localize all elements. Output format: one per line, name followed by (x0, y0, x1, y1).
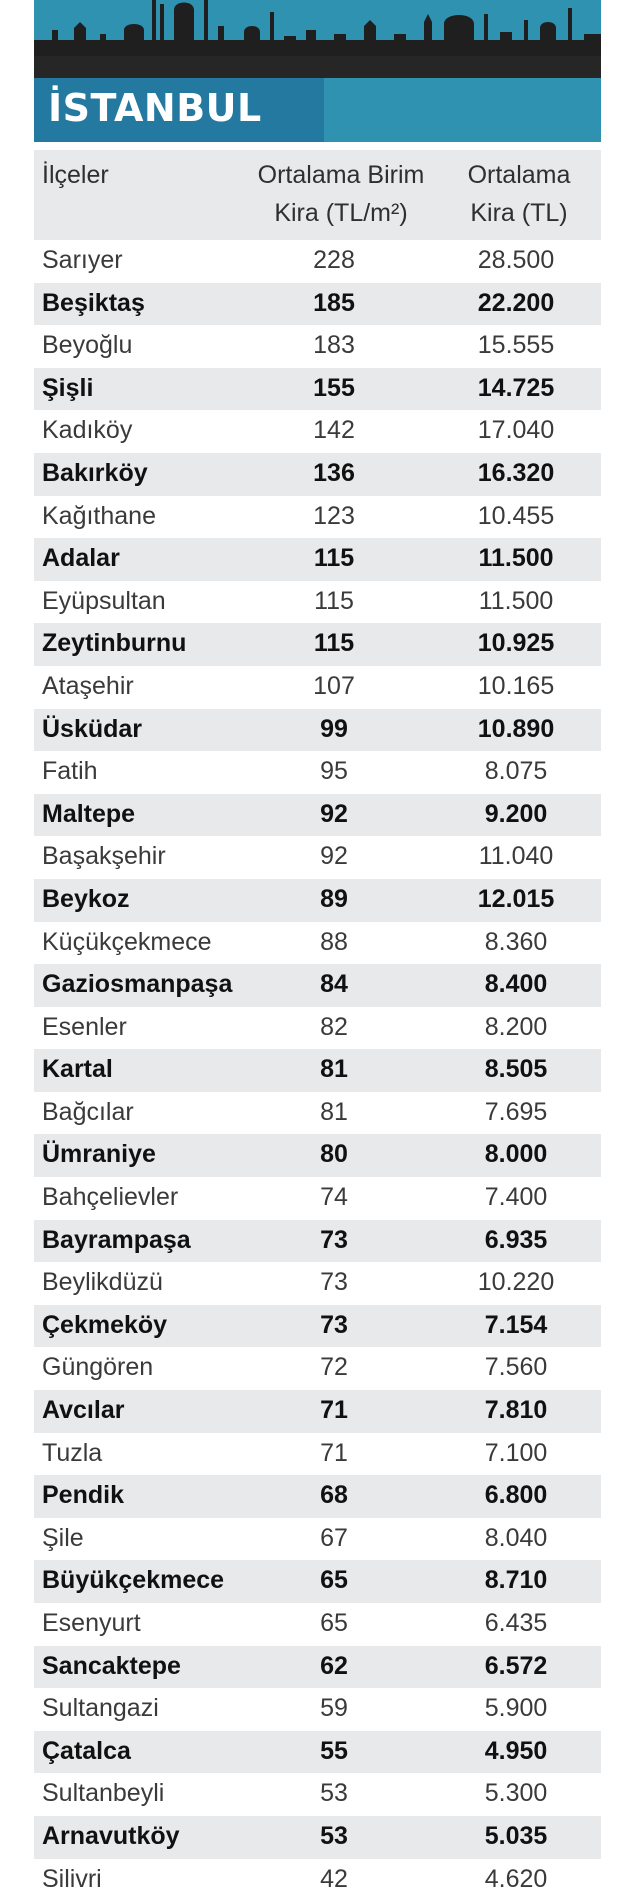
table-row (34, 709, 601, 752)
average-rent-cell: 10.455 (477, 501, 555, 530)
table-row (34, 538, 601, 581)
average-rent-cell: 17.040 (477, 416, 555, 445)
district-name-cell: Gaziosmanpaşa (42, 970, 233, 999)
unit-rent-cell: 42 (320, 1864, 348, 1893)
table-row (34, 1049, 601, 1092)
unit-rent-cell: 115 (313, 544, 355, 573)
average-rent-cell: 6.572 (484, 1651, 548, 1680)
district-name-cell: Adalar (42, 544, 120, 573)
district-name-cell: Esenler (42, 1012, 127, 1041)
average-rent-cell: 8.710 (484, 1566, 548, 1595)
table-row (34, 1177, 601, 1220)
average-rent-cell: 7.100 (484, 1438, 548, 1467)
table-row (34, 964, 601, 1007)
table-row (34, 1773, 601, 1816)
istanbul-skyline-illustration (34, 0, 601, 78)
unit-rent-cell: 72 (320, 1353, 348, 1382)
district-name-cell: Tuzla (42, 1438, 103, 1467)
rent-infographic (34, 0, 601, 1893)
page-title: İSTANBUL (48, 86, 262, 130)
unit-rent-cell: 107 (313, 671, 355, 700)
district-name-cell: Avcılar (42, 1396, 125, 1425)
average-rent-cell: 7.695 (484, 1097, 548, 1126)
district-name-cell: Kağıthane (42, 501, 156, 530)
district-name-cell: Ümraniye (42, 1140, 156, 1169)
table-row (34, 879, 601, 922)
unit-rent-cell: 65 (320, 1609, 348, 1637)
unit-rent-cell: 81 (320, 1097, 348, 1126)
average-rent-cell: 8.400 (484, 970, 548, 999)
unit-rent-cell: 53 (320, 1821, 348, 1850)
district-name-cell: Sarıyer (42, 246, 123, 274)
district-name-cell: Bağcılar (42, 1097, 134, 1126)
average-rent-cell: 9.200 (484, 799, 548, 828)
table-row (34, 368, 601, 411)
unit-rent-cell: 92 (320, 799, 348, 828)
average-rent-cell: 7.810 (484, 1396, 548, 1425)
district-name-cell: Sultanbeyli (42, 1779, 165, 1808)
district-name-cell: Esenyurt (42, 1609, 141, 1637)
average-rent-cell: 10.925 (477, 629, 555, 658)
district-name-cell: Pendik (42, 1481, 124, 1510)
table-row (34, 581, 601, 624)
table-row (34, 1816, 601, 1859)
table-row (34, 623, 601, 666)
unit-rent-cell: 62 (320, 1651, 348, 1680)
district-name-cell: Çekmeköy (42, 1310, 168, 1339)
average-rent-cell: 8.505 (484, 1055, 548, 1084)
column-header-average-rent-line2: Kira (TL) (470, 199, 568, 227)
column-header-unit-rent-line2: Kira (TL/m²) (274, 199, 408, 227)
unit-rent-cell: 99 (320, 714, 348, 743)
unit-rent-cell: 88 (320, 927, 348, 956)
table-row (34, 283, 601, 326)
average-rent-cell: 7.560 (484, 1353, 548, 1382)
column-header-district (42, 156, 109, 194)
table-row (34, 1092, 601, 1135)
average-rent-cell: 11.500 (478, 586, 554, 615)
skyline-silhouette-icon (34, 0, 601, 78)
unit-rent-cell: 80 (320, 1140, 348, 1169)
district-name-cell: Şile (42, 1523, 84, 1552)
unit-rent-cell: 65 (320, 1566, 348, 1595)
unit-rent-cell: 67 (320, 1523, 348, 1552)
average-rent-cell: 10.220 (477, 1268, 555, 1297)
unit-rent-cell: 55 (320, 1736, 348, 1765)
unit-rent-cell: 123 (313, 501, 355, 530)
unit-rent-cell: 183 (313, 331, 355, 360)
district-name-cell: Sultangazi (42, 1694, 159, 1723)
average-rent-cell: 8.000 (484, 1140, 548, 1169)
unit-rent-cell: 89 (320, 884, 348, 913)
district-name-cell: Silivri (42, 1864, 102, 1893)
title-band (34, 78, 601, 142)
column-header-unit-rent-line1: Ortalama Birim (257, 161, 425, 189)
table-row (34, 240, 601, 283)
average-rent-cell: 7.400 (484, 1183, 548, 1212)
table-row (34, 453, 601, 496)
average-rent-cell: 5.900 (484, 1694, 548, 1723)
table-row (34, 1603, 601, 1646)
average-rent-cell: 10.890 (477, 714, 555, 743)
table-row (34, 666, 601, 709)
average-rent-cell: 22.200 (477, 288, 555, 317)
average-rent-cell: 10.165 (477, 671, 555, 700)
district-name-cell: Büyükçekmece (42, 1566, 225, 1595)
table-body (34, 240, 601, 1901)
table-row (34, 1646, 601, 1689)
average-rent-cell: 6.435 (484, 1609, 548, 1637)
average-rent-cell: 15.555 (477, 331, 555, 360)
district-name-cell: Beyoğlu (42, 331, 133, 360)
average-rent-cell: 14.725 (477, 373, 555, 402)
unit-rent-cell: 155 (313, 373, 355, 402)
unit-rent-cell: 71 (320, 1438, 348, 1467)
district-name-cell: Zeytinburnu (42, 629, 187, 658)
district-name-cell: Bahçelievler (42, 1183, 179, 1212)
table-row (34, 1433, 601, 1476)
average-rent-cell: 6.935 (484, 1225, 548, 1254)
table-row (34, 1518, 601, 1561)
district-name-cell: Çatalca (42, 1736, 131, 1765)
table-row (34, 1475, 601, 1518)
average-rent-cell: 7.154 (484, 1310, 548, 1339)
average-rent-cell: 12.015 (477, 884, 555, 913)
table-row (34, 1134, 601, 1177)
average-rent-cell: 8.360 (484, 927, 548, 956)
unit-rent-cell: 115 (314, 586, 354, 615)
table-row (34, 410, 601, 453)
unit-rent-cell: 82 (320, 1012, 348, 1041)
unit-rent-cell: 74 (320, 1183, 348, 1212)
district-name-cell: Bakırköy (42, 458, 148, 487)
unit-rent-cell: 136 (313, 458, 355, 487)
table-row (34, 1305, 601, 1348)
table-row (34, 1390, 601, 1433)
unit-rent-cell: 95 (320, 757, 348, 786)
unit-rent-cell: 71 (320, 1396, 348, 1425)
unit-rent-cell: 185 (313, 288, 355, 317)
column-header-average-rent-line1: Ortalama (467, 161, 571, 189)
unit-rent-cell: 228 (313, 246, 355, 274)
average-rent-cell: 5.300 (484, 1779, 548, 1808)
table-header (34, 150, 601, 240)
column-header-unit-rent (241, 156, 441, 232)
district-name-cell: Beylikdüzü (42, 1268, 163, 1297)
district-name-cell: Sancaktepe (42, 1651, 181, 1680)
average-rent-cell: 4.950 (484, 1736, 548, 1765)
district-name-cell: Arnavutköy (42, 1821, 180, 1850)
table-row (34, 794, 601, 837)
rent-table (34, 150, 601, 1901)
unit-rent-cell: 115 (313, 629, 355, 658)
average-rent-cell: 28.500 (477, 246, 555, 274)
average-rent-cell: 11.040 (478, 842, 554, 871)
district-name-cell: Ataşehir (42, 671, 134, 700)
title-tab (34, 78, 324, 142)
district-name-cell: Küçükçekmece (42, 927, 212, 956)
district-name-cell: Başakşehir (42, 842, 166, 871)
table-row (34, 1007, 601, 1050)
table-row (34, 836, 601, 879)
average-rent-cell: 8.040 (484, 1523, 548, 1552)
district-name-cell: Maltepe (42, 799, 136, 828)
district-name-cell: Fatih (42, 757, 98, 786)
average-rent-cell: 11.500 (478, 544, 554, 573)
unit-rent-cell: 92 (320, 842, 348, 871)
unit-rent-cell: 81 (320, 1055, 348, 1084)
district-name-cell: Üsküdar (42, 714, 143, 743)
district-name-cell: Eyüpsultan (42, 586, 166, 615)
unit-rent-cell: 84 (320, 970, 348, 999)
district-name-cell: Beşiktaş (42, 288, 145, 317)
unit-rent-cell: 73 (320, 1225, 348, 1254)
unit-rent-cell: 73 (320, 1310, 348, 1339)
unit-rent-cell: 68 (320, 1481, 348, 1510)
table-row (34, 325, 601, 368)
district-name-cell: Kartal (42, 1055, 113, 1084)
average-rent-cell: 4.620 (484, 1864, 548, 1893)
average-rent-cell: 8.075 (484, 757, 548, 786)
average-rent-cell: 8.200 (484, 1012, 548, 1041)
unit-rent-cell: 142 (313, 416, 355, 445)
table-row (34, 922, 601, 965)
column-header-district-label: İlçeler (42, 161, 109, 189)
average-rent-cell: 16.320 (477, 458, 555, 487)
unit-rent-cell: 73 (320, 1268, 348, 1297)
district-name-cell: Bayrampaşa (42, 1225, 191, 1254)
district-name-cell: Beykoz (42, 884, 130, 913)
district-name-cell: Şişli (42, 373, 94, 402)
district-name-cell: Kadıköy (42, 416, 133, 445)
average-rent-cell: 6.800 (484, 1481, 548, 1510)
table-row (34, 1262, 601, 1305)
table-row (34, 1688, 601, 1731)
average-rent-cell: 5.035 (484, 1821, 548, 1850)
unit-rent-cell: 59 (320, 1694, 348, 1723)
district-name-cell: Güngören (42, 1353, 154, 1382)
table-row (34, 1859, 601, 1901)
unit-rent-cell: 53 (320, 1779, 348, 1808)
column-header-average-rent (434, 156, 604, 232)
table-row (34, 751, 601, 794)
table-row (34, 1731, 601, 1774)
table-row (34, 1220, 601, 1263)
table-row (34, 496, 601, 539)
table-row (34, 1560, 601, 1603)
table-row (34, 1347, 601, 1390)
